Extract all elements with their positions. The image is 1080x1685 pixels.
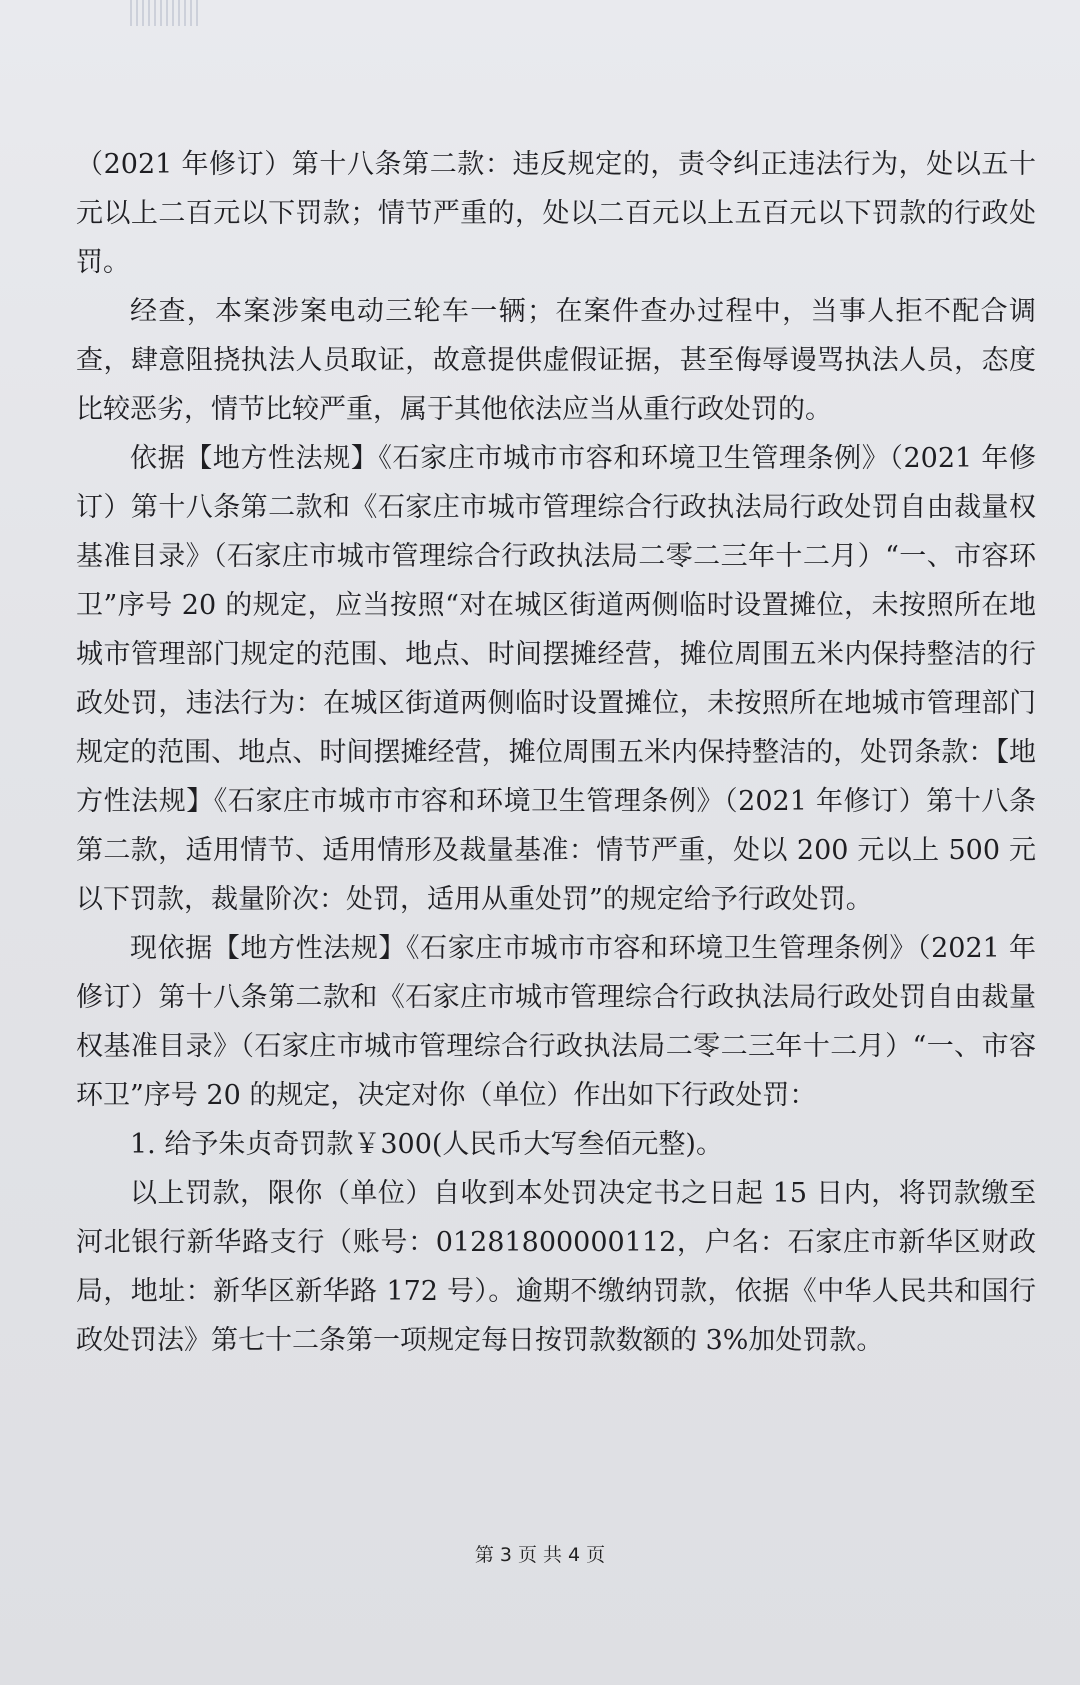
paragraph-penalty-item: 1. 给予朱贞奇罚款￥300(人民币大写叁佰元整)。	[130, 1129, 723, 1160]
paragraph-payment-instructions: 以上罚款，限你（单位）自收到本处罚决定书之日起 15 日内，将罚款缴至河北银行新华路支行（账号：01281800000112，户名：石家庄市新华区财政局，地址：新华区新华路 172 号）。逾期不缴纳罚款，依据《中华人民共和国行政处罚法》第七十二条第一项规定每日按罚款数额的 3%加处罚款。	[76, 1178, 1036, 1356]
paragraph-legal-basis: 依据【地方性法规】《石家庄市城市市容和环境卫生管理条例》（2021 年修订）第十八条第二款和《石家庄市城市管理综合行政执法局行政处罚自由裁量权基准目录》（石家庄市城市管理综合行政执法局二零二三年十二月）“一、市容环卫”序号 20 的规定，应当按照“对在城区街道两侧临时设置摊位，未按照所在地城市管理部门规定的范围、地点、时间摆摊经营，摊位周围五米内保持整洁的行政处罚，违法行为：在城区街道两侧临时设置摊位，未按照所在地城市管理部门规定的范围、地点、时间摆摊经营，摊位周围五米内保持整洁的，处罚条款：【地方性法规】《石家庄市城市市容和环境卫生管理条例》（2021 年修订）第十八条第二款，适用情节、适用情形及裁量基准：情节严重，处以 200 元以上 500 元以下罚款，裁量阶次：处罚，适用从重处罚”的规定给予行政处罚。	[76, 443, 1036, 915]
paragraph-decision-basis: 现依据【地方性法规】《石家庄市城市市容和环境卫生管理条例》（2021 年修订）第十八条第二款和《石家庄市城市管理综合行政执法局行政处罚自由裁量权基准目录》（石家庄市城市管理综合行政执法局二零二三年十二月）“一、市容环卫”序号 20 的规定，决定对你（单位）作出如下行政处罚：	[76, 933, 1036, 1111]
page-number: 第 3 页 共 4 页	[474, 1544, 606, 1566]
scan-artifact	[130, 0, 200, 26]
paragraph-findings: 经查，本案涉案电动三轮车一辆；在案件查办过程中，当事人拒不配合调查，肆意阻挠执法人员取证，故意提供虚假证据，甚至侮辱谩骂执法人员，态度比较恶劣，情节比较严重，属于其他依法应当从重行政处罚的。	[76, 296, 1036, 425]
document-body	[76, 140, 1036, 1365]
paragraph-clause-continuation: （2021 年修订）第十八条第二款：违反规定的，责令纠正违法行为，处以五十元以上二百元以下罚款；情节严重的，处以二百元以上五百元以下罚款的行政处罚。	[76, 149, 1036, 278]
